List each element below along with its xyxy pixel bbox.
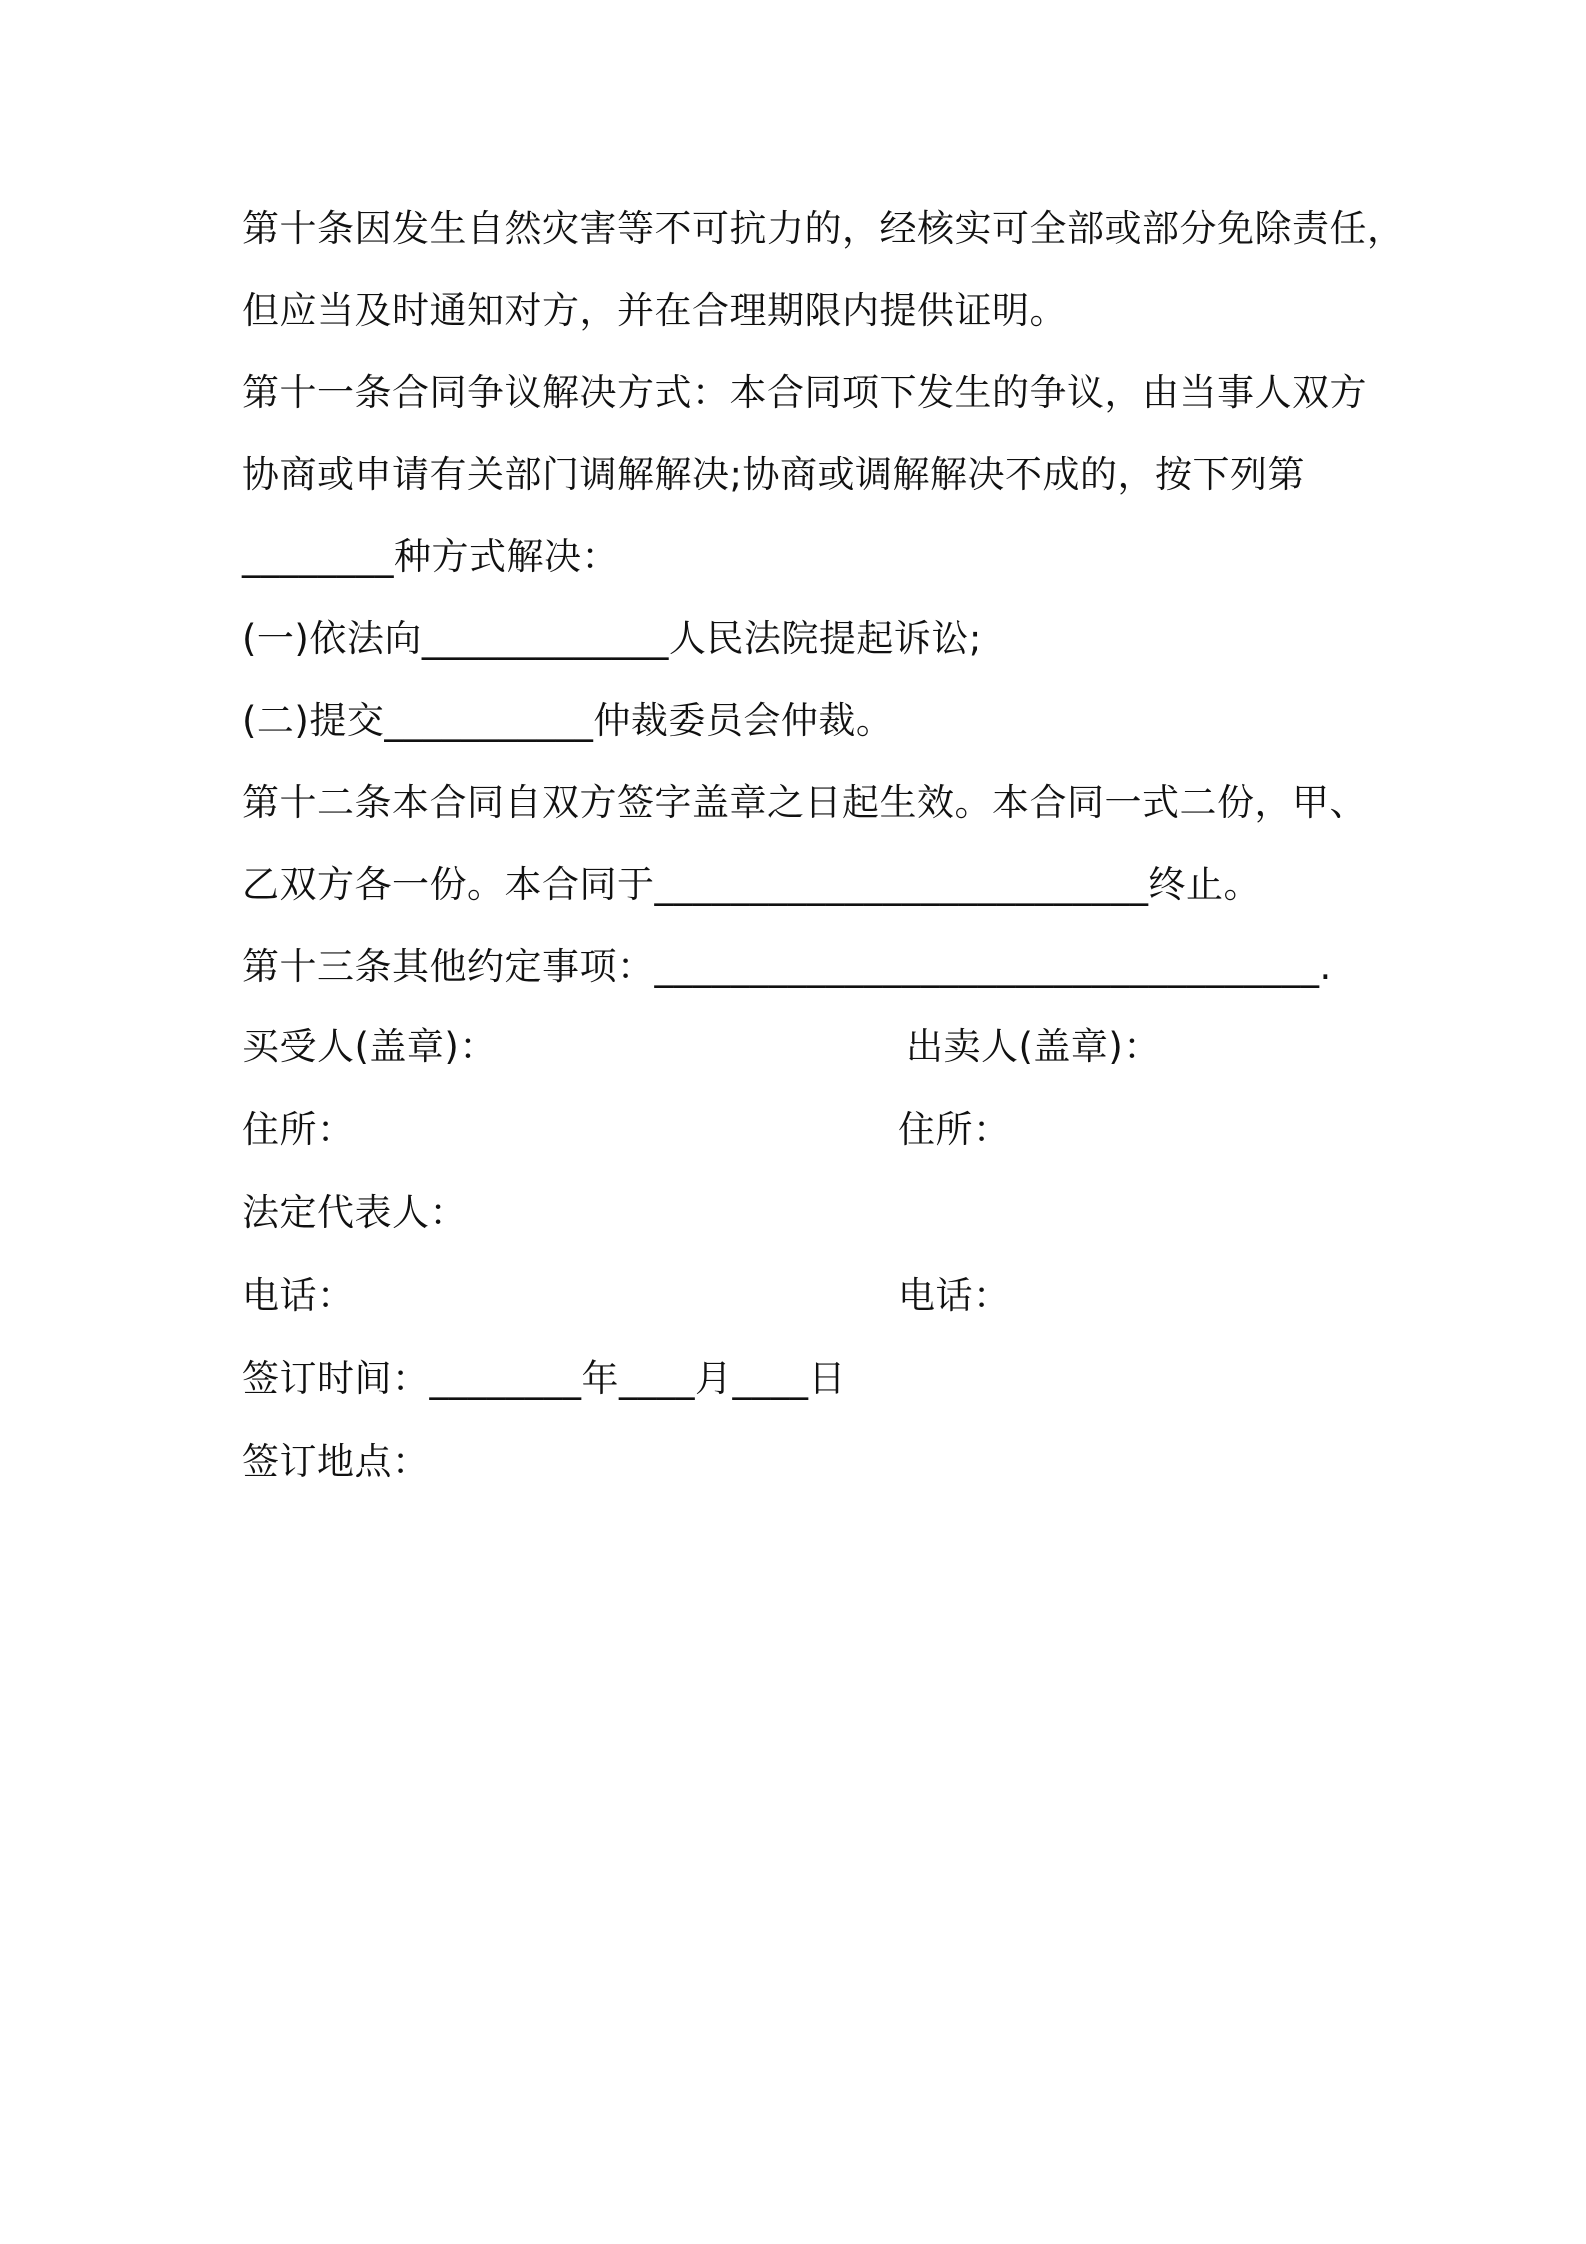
seller-phone-label: 电话： <box>898 1274 1011 1317</box>
buyer-phone-label: 电话： <box>242 1274 355 1317</box>
clause-10-line-2: 但应当及时通知对方，并在合理期限内提供证明。 <box>242 289 1067 332</box>
seller-address-label: 住所： <box>898 1108 1011 1151</box>
buyer-address-label: 住所： <box>242 1108 355 1151</box>
legal-rep-label: 法定代表人： <box>242 1191 467 1234</box>
buyer-seal-label: 买受人(盖章)： <box>242 1025 497 1068</box>
clause-12-line-2: 乙双方各一份。本合同于__________________________终止。 <box>242 863 1261 906</box>
clause-10-line-1: 第十条因发生自然灾害等不可抗力的，经核实可全部或部分免除责任， <box>242 207 1405 250</box>
sign-place-label: 签订地点： <box>242 1440 430 1483</box>
clause-12-line-1: 第十二条本合同自双方签字盖章之日起生效。本合同一式二份，甲、 <box>242 781 1367 824</box>
clause-11-line-1: 第十一条合同争议解决方式：本合同项下发生的争议，由当事人双方 <box>242 371 1367 414</box>
clause-11-option-2: (二)提交___________仲裁委员会仲裁。 <box>242 699 894 742</box>
seller-seal-label: 出卖人(盖章)： <box>906 1025 1161 1068</box>
clause-11-line-2: 协商或申请有关部门调解解决;协商或调解解决不成的，按下列第 <box>242 453 1305 496</box>
clause-13-line: 第十三条其他约定事项：___________________________________. <box>242 945 1332 988</box>
clause-11-line-3: ________种方式解决： <box>242 535 619 578</box>
clause-11-option-1: (一)依法向_____________人民法院提起诉讼; <box>242 617 982 660</box>
sign-date-line: 签订时间：________年____月____日 <box>242 1357 846 1400</box>
